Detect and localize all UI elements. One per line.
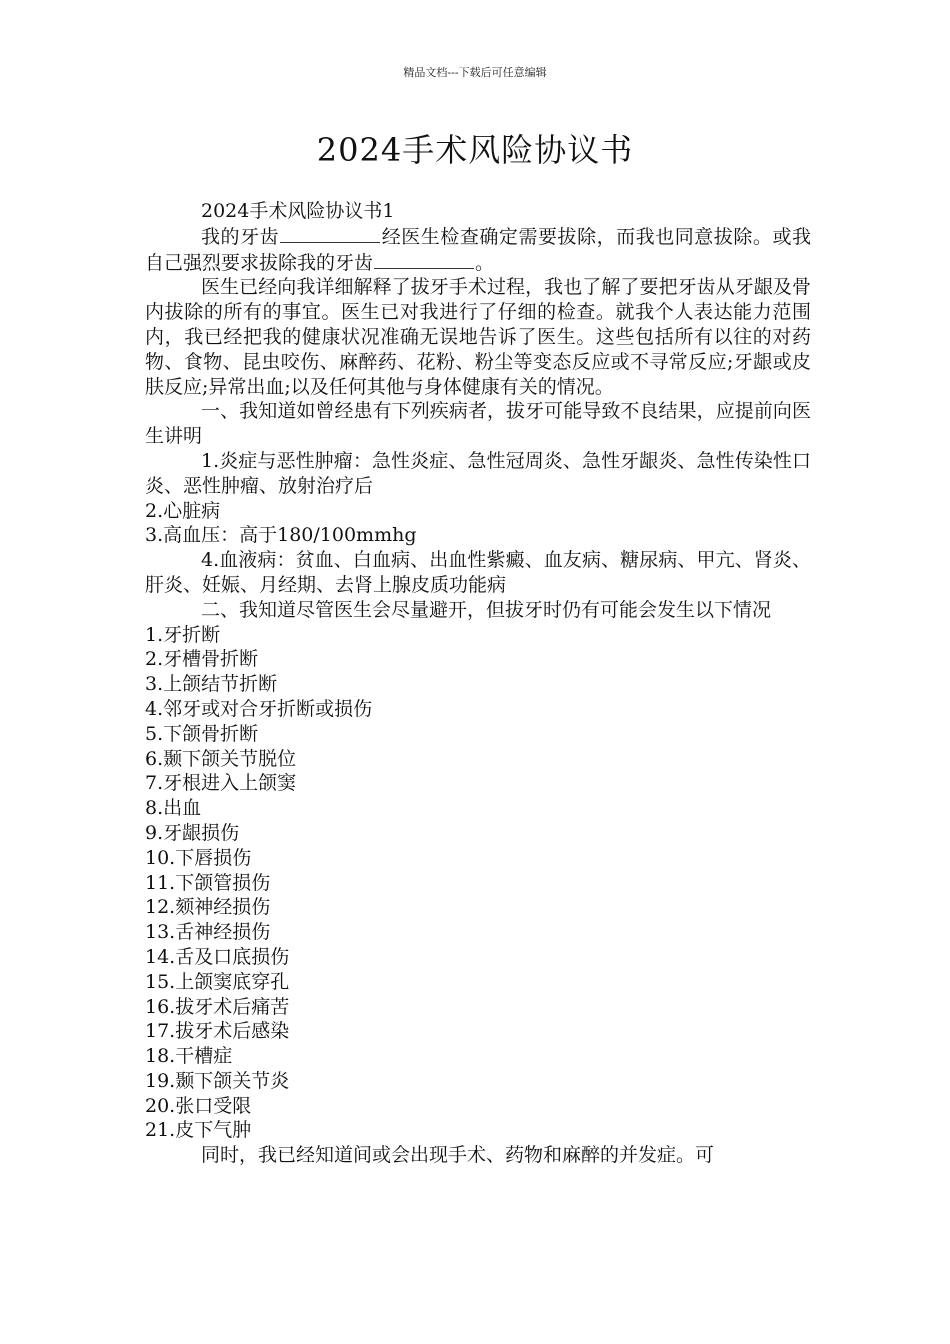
section2-item: 16.拔牙术后痛苦 bbox=[145, 995, 290, 1018]
section2-item: 6.颞下颌关节脱位 bbox=[145, 747, 297, 770]
section2-item: 17.拔牙术后感染 bbox=[145, 1020, 290, 1043]
consent-text-3: 。 bbox=[475, 251, 495, 274]
section2-item: 13.舌神经损伤 bbox=[145, 921, 271, 944]
section2-item: 9.牙龈损伤 bbox=[145, 821, 240, 844]
section1-item: 3.高血压：高于180/100mmhg bbox=[145, 524, 417, 547]
document-body bbox=[145, 199, 811, 1168]
section2-item: 4.邻牙或对合牙折断或损伤 bbox=[145, 697, 373, 720]
document-title: 2024手术风险协议书 bbox=[316, 131, 634, 169]
consent-text-2: 经医生检查确定需要拔除，而我也同意拔除。或我自己强烈要求拔除我的牙齿 bbox=[145, 225, 811, 274]
section2-item: 1.牙折断 bbox=[145, 623, 221, 646]
section1-item: 4.血液病：贫血、白血病、出血性紫癜、血友病、糖尿病、甲亢、肾炎、肝炎、妊娠、月经期、去肾上腺皮质功能病 bbox=[145, 549, 811, 596]
section2-item: 15.上颌窦底穿孔 bbox=[145, 970, 290, 993]
tooth-blank-field-1 bbox=[280, 224, 380, 243]
paragraph-tooth-consent bbox=[145, 224, 811, 276]
section2-item: 5.下颌骨折断 bbox=[145, 722, 259, 745]
section2-item: 12.颏神经损伤 bbox=[145, 896, 271, 919]
page-header-watermark: 精品文档---下载后可任意编辑 bbox=[403, 66, 547, 79]
section1-heading: 一、我知道如曾经患有下列疾病者，拔牙可能导致不良结果，应提前向医生讲明 bbox=[145, 400, 811, 448]
section2-item: 21.皮下气肿 bbox=[145, 1119, 252, 1142]
section2-item: 2.牙槽骨折断 bbox=[145, 648, 259, 671]
section2-item: 8.出血 bbox=[145, 797, 202, 820]
section1-item: 1.炎症与恶性肿瘤：急性炎症、急性冠周炎、急性牙龈炎、急性传染性口炎、恶性肿瘤、放射治疗后 bbox=[145, 449, 811, 497]
paragraph-doctor-explanation: 医生已经向我详细解释了拔牙手术过程，我也了解了要把牙齿从牙龈及骨内拔除的所有的事宜。医生已对我进行了仔细的检查。就我个人表达能力范围内，我已经把我的健康状况准确无误地告诉了医生。这些包括所有以往的对药物、食物、昆虫咬伤、麻醉药、花粉、粉尘等变态反应或不寻常反应;牙龈或皮肤反应;异常出血;以及任何其他与身体健康有关的情况。 bbox=[145, 276, 811, 398]
section2-heading: 二、我知道尽管医生会尽量避开，但拔牙时仍有可能会发生以下情况 bbox=[201, 598, 772, 621]
section2-item: 3.上颌结节折断 bbox=[145, 673, 278, 696]
section2-item: 19.颞下颌关节炎 bbox=[145, 1069, 290, 1092]
section2-item: 18.干槽症 bbox=[145, 1045, 233, 1068]
closing-paragraph: 同时，我已经知道间或会出现手术、药物和麻醉的并发症。可 bbox=[201, 1144, 715, 1167]
section2-item: 20.张口受限 bbox=[145, 1094, 252, 1117]
section1-item: 2.心脏病 bbox=[145, 499, 221, 522]
consent-text-1: 我的牙齿 bbox=[201, 225, 280, 248]
section2-item: 14.舌及口底损伤 bbox=[145, 945, 290, 968]
section2-item: 7.牙根进入上颌窦 bbox=[145, 772, 297, 795]
document-subtitle: 2024手术风险协议书1 bbox=[201, 200, 395, 222]
tooth-blank-field-2 bbox=[374, 250, 474, 269]
section2-item: 10.下唇损伤 bbox=[145, 846, 252, 869]
section2-item: 11.下颌管损伤 bbox=[145, 871, 271, 894]
